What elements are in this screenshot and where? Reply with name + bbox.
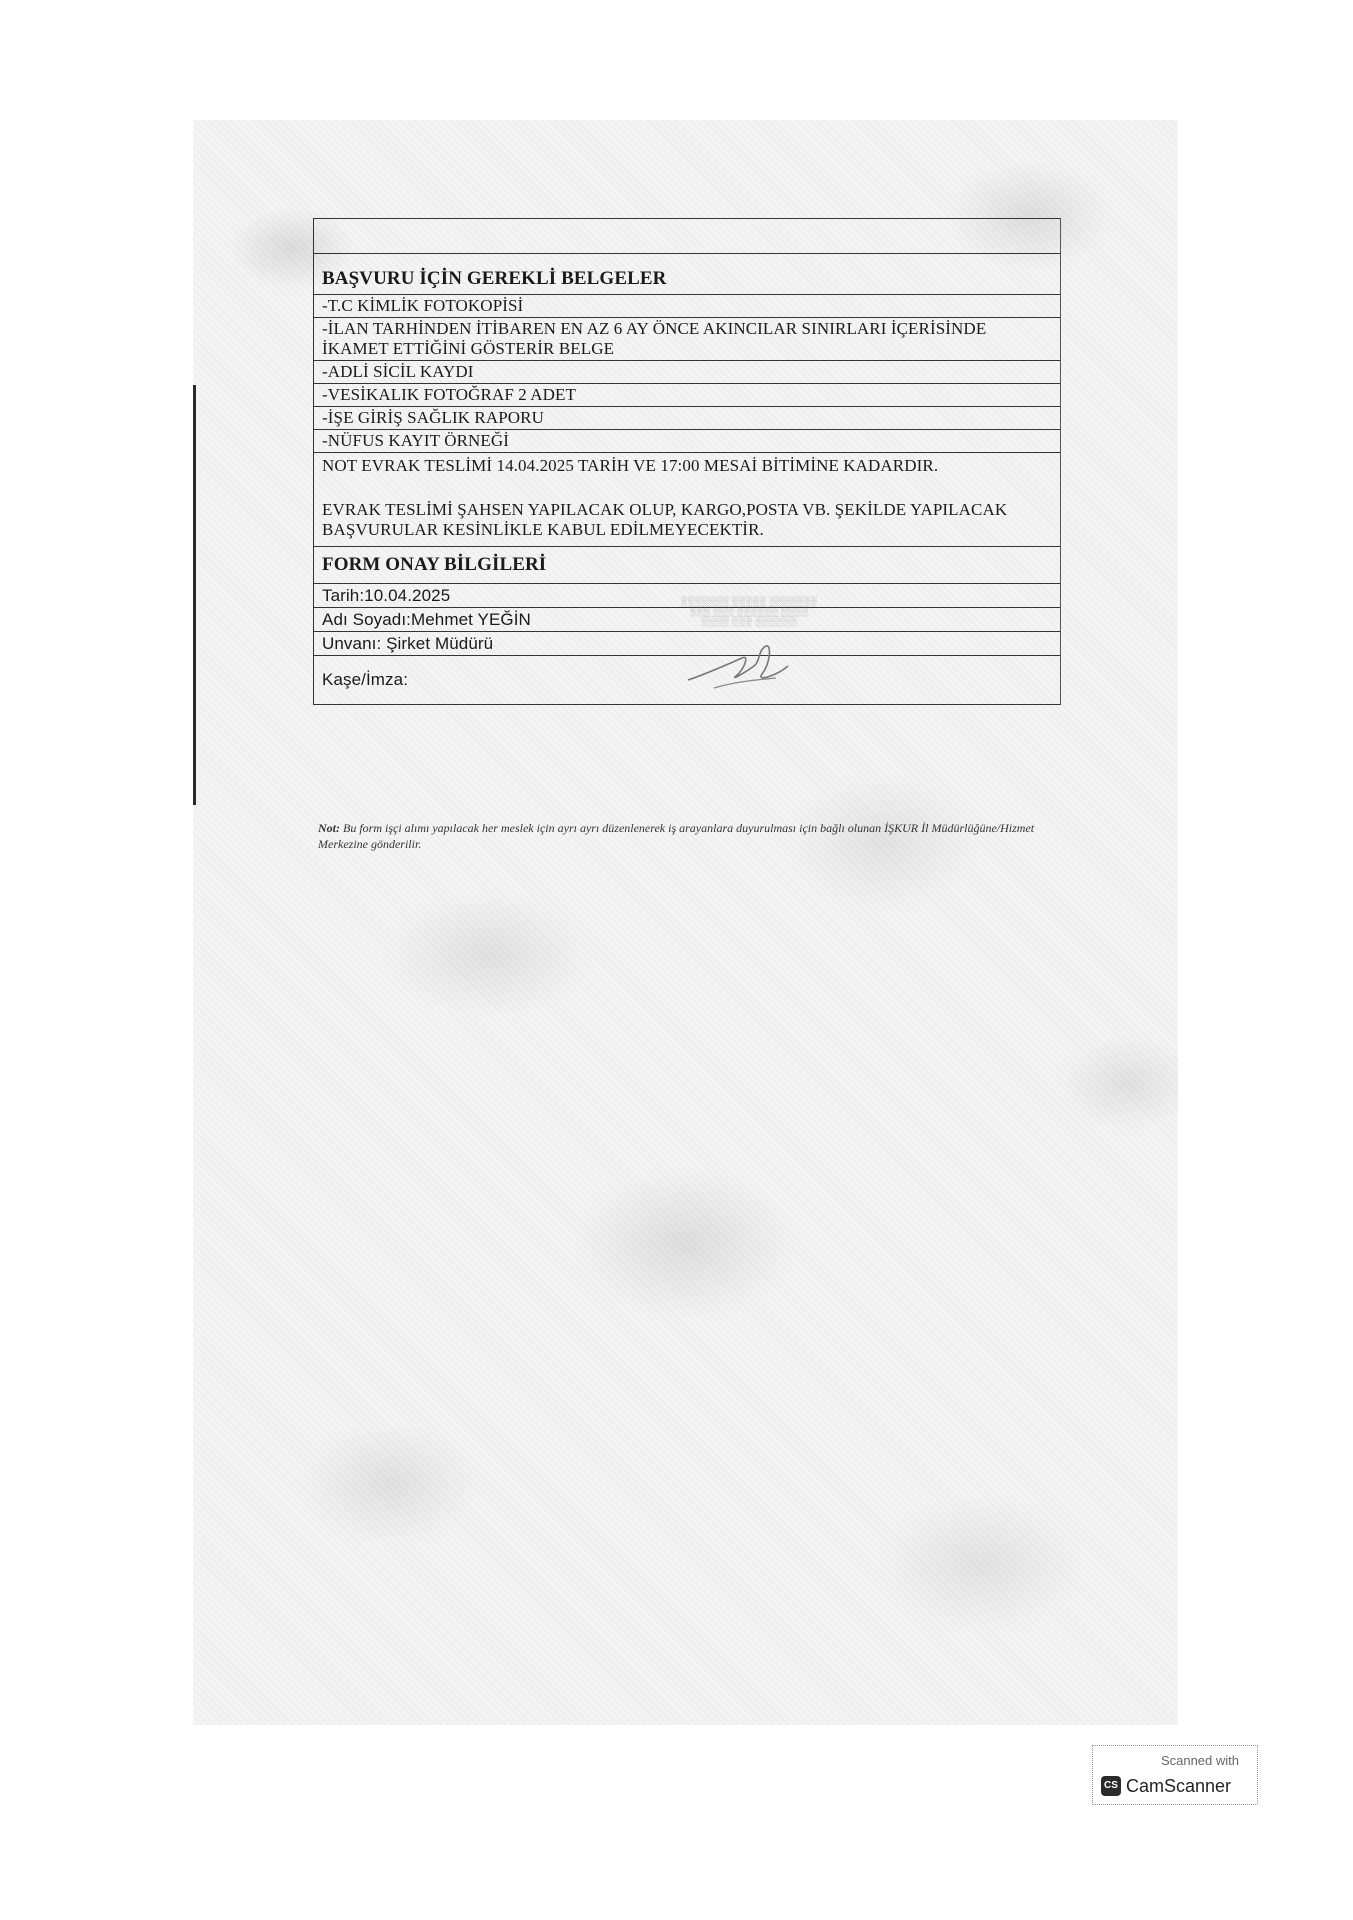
date-field: Tarih:10.04.2025 [314, 583, 1060, 607]
document-item-line: İKAMET ETTİĞİNİ GÖSTERİR BELGE [322, 339, 615, 358]
blank-row [314, 218, 1060, 253]
name-field: Adı Soyadı:Mehmet YEĞİN [314, 607, 1060, 631]
document-item: -İŞE GİRİŞ SAĞLIK RAPORU [314, 406, 1060, 429]
camscanner-brand-text: CamScanner [1126, 1776, 1232, 1796]
signature-scribble-icon [684, 636, 794, 696]
required-documents-heading: BAŞVURU İÇİN GEREKLİ BELGELER [314, 253, 1060, 294]
document-item [314, 317, 1060, 360]
requirements-form-table [313, 218, 1061, 705]
footnote-label: Not: [318, 821, 340, 835]
document-item: -NÜFUS KAYIT ÖRNEĞİ [314, 429, 1060, 452]
document-item: -VESİKALIK FOTOĞRAF 2 ADET [314, 383, 1060, 406]
delivery-note [314, 452, 1060, 546]
delivery-rule-text: BAŞVURULAR KESİNLİKLE KABUL EDİLMEYECEKTİR. [322, 520, 764, 539]
delivery-deadline-text: NOT EVRAK TESLİMİ 14.04.2025 TARİH VE 17:00 MESAİ BİTİMİNE KADARDIR. [322, 456, 939, 475]
title-field: Unvanı: Şirket Müdürü [314, 631, 1060, 655]
signature-label: Kaşe/İmza: [322, 670, 409, 689]
delivery-rule-text: EVRAK TESLİMİ ŞAHSEN YAPILACAK OLUP, KARGO,POSTA VB. ŞEKİLDE YAPILACAK [322, 500, 1008, 519]
footnote [318, 820, 1078, 852]
document-item-line: -İLAN TARHİNDEN İTİBAREN EN AZ 6 AY ÖNCE AKINCILAR SINIRLARI İÇERİSİNDE [322, 319, 987, 338]
note-spacer [322, 476, 1052, 500]
document-item: -T.C KİMLİK FOTOKOPİSİ [314, 294, 1060, 317]
camscanner-badge [1092, 1745, 1258, 1805]
camscanner-logo-icon: CS [1101, 1776, 1121, 1796]
document-item: -ADLİ SİCİL KAYDI [314, 360, 1060, 383]
form-approval-heading: FORM ONAY BİLGİLERİ [314, 546, 1060, 583]
scan-edge-line [193, 385, 196, 805]
scanned-with-text: Scanned with [1160, 1753, 1239, 1768]
company-stamp: ░░░░░░░ ░░░░░ ░░░░░░░ ░░░ ░░░ ░░░░░░ ░░░░ ░░░░ ░░░ ░░░░░░ [680, 596, 818, 626]
footnote-text: Bu form işçi alımı yapılacak her meslek için ayrı ayrı düzenlenerek iş arayanlara duyurulması için bağlı olunan İŞKUR İl Müdürlüğüne/Hizmet Merkezine gönderilir. [318, 821, 1035, 851]
